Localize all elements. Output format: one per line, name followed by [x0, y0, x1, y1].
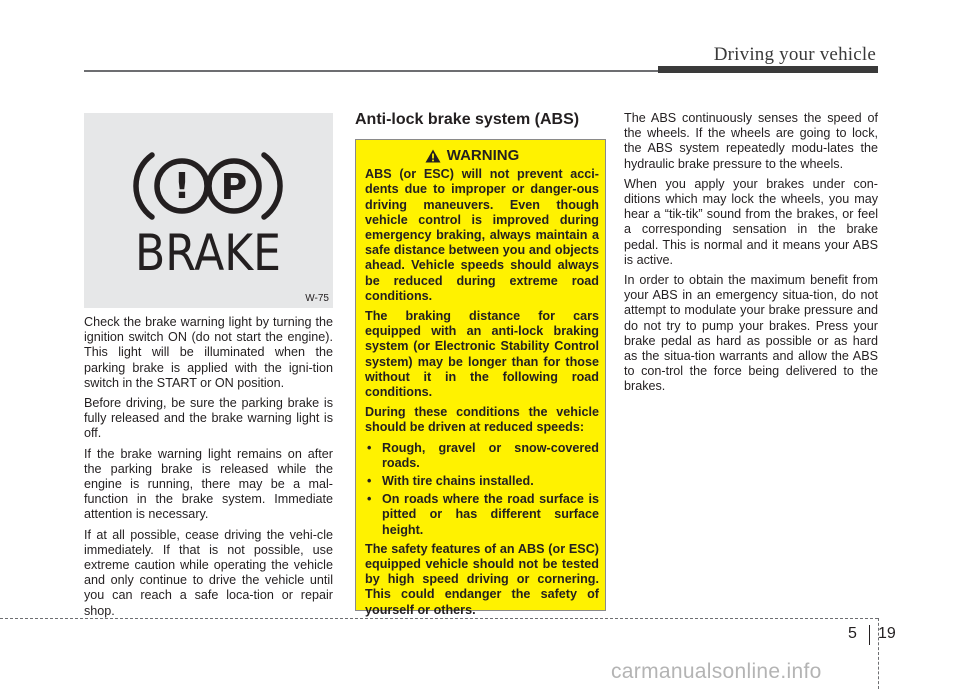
paragraph: In order to obtain the maximum benefit from your ABS in an emergency situa-tion, do not attempt to modulate your brake pressure and do not try to pump your brakes. Press your brake pedal as hard as possible or as hard as the situa-tion warrants and allow the ABS to con-trol the force being delivered to the brakes.: [624, 273, 878, 394]
chapter-number: 5: [848, 625, 857, 642]
warning-header: [365, 148, 599, 163]
warning-label: WARNING: [446, 147, 520, 164]
running-header: Driving your vehicle: [713, 44, 876, 65]
watermark: carmanualsonline.info: [611, 660, 822, 683]
footer-rule: [0, 618, 878, 619]
figure-code: W-75: [305, 293, 329, 304]
paragraph: Check the brake warning light by turning the ignition switch ON (do not start the engine). This light will be illuminated when the parking brake is applied with the igni-tion switch in the START or ON position.: [84, 315, 333, 390]
warning-bullet: • With tire chains installed.: [365, 474, 599, 489]
paragraph: Before driving, be sure the parking brake is fully released and the brake warning light is off.: [84, 396, 333, 441]
warning-triangle-icon: [425, 149, 441, 163]
paragraph: If at all possible, cease driving the vehi-cle immediately. If that is not possible, use extreme caution while operating the vehicle and only continue to drive the vehicle until you can reach a safe loca-tion or repair shop.: [84, 527, 333, 618]
left-outer-arc: [136, 155, 152, 217]
parking-symbol: P: [220, 167, 248, 208]
warning-paragraph: The safety features of an ABS (or ESC) equipped vehicle should not be tested by high speed driving or cornering. This could endanger the safety of yourself or others.: [365, 541, 599, 617]
paragraph: The ABS continuously senses the speed of the wheels. If the wheels are going to lock, the ABS system repeatedly modu-lates the hydraulic brake pressure to the wheels.: [624, 111, 878, 171]
page-number-separator: [869, 625, 870, 645]
warning-paragraph: ABS (or ESC) will not prevent acci-dents due to improper or danger-ous driving maneuvers. Even though vehicle control is improved during emergency braking, always maintain a safe distance between you and objects ahead. Vehicle speeds should always be reduced during extreme road conditions.: [365, 167, 599, 303]
right-column: [624, 111, 878, 400]
warning-box: [355, 139, 606, 617]
paragraph: If the brake warning light remains on after the parking brake is released while the engine is running, there may be a mal-function in the brake system. Immediate attention is necessary.: [84, 446, 333, 522]
brake-warning-figure: [84, 113, 333, 308]
warning-bullet: • On roads where the road surface is pitted or has different surface height.: [365, 492, 599, 538]
header-rule-accent: [658, 66, 878, 73]
paragraph: When you apply your brakes under con-ditions which may lock the wheels, you may hear a “tik-tik” sound from the brakes, or feel a corresponding sensation in the brake pedal. This is normal and it means your ABS is active.: [624, 176, 878, 267]
right-outer-arc: [264, 155, 280, 217]
warning-bullet-list: [365, 441, 599, 538]
warning-paragraph: During these conditions the vehicle should be driven at reduced speeds:: [365, 405, 599, 435]
page-number: 19: [878, 625, 896, 642]
brake-warning-light-icon: [84, 113, 333, 308]
exclamation-symbol: !: [173, 166, 191, 207]
section-heading: Anti-lock brake system (ABS): [355, 111, 580, 128]
warning-bullet: • Rough, gravel or snow-covered roads.: [365, 441, 599, 471]
brake-word: BRAKE: [135, 224, 281, 282]
left-column: [84, 315, 333, 624]
header-rule: [84, 70, 744, 72]
warning-paragraph: The braking distance for cars equipped with an anti-lock braking system (or Electronic Stability Control system) may be longer than for those without it in the following road conditions.: [365, 309, 599, 400]
